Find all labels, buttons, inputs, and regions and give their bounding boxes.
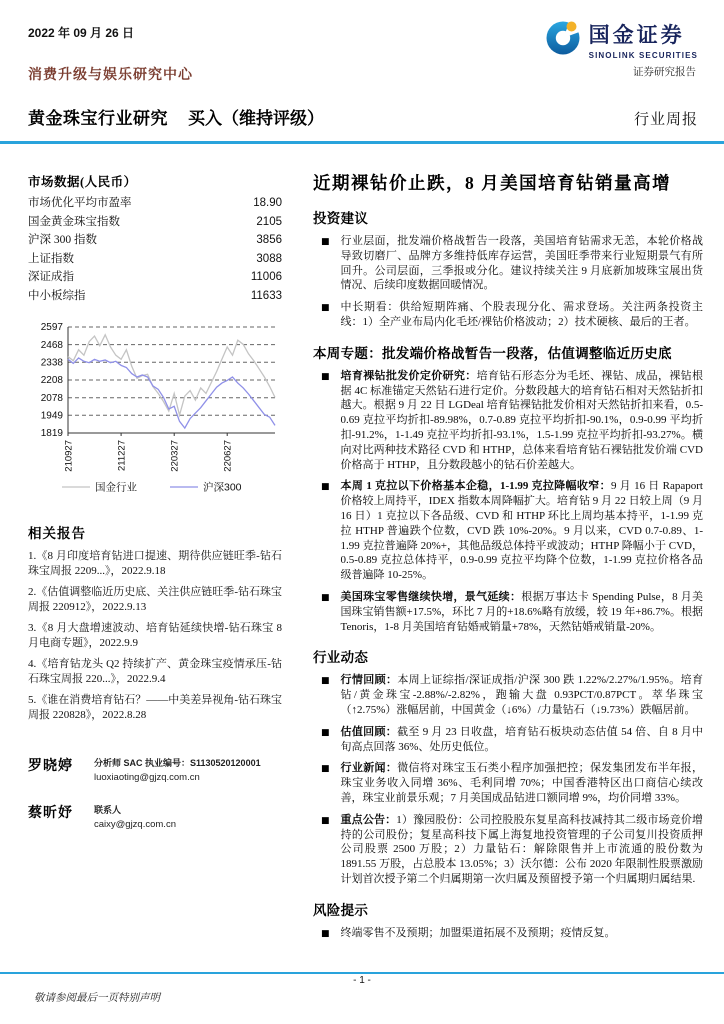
market-data-row (28, 231, 282, 250)
brand-name-en: SINOLINK SECURITIES (588, 51, 698, 60)
bullet-text: 本周 1 克拉以下价格基本企稳，1-1.99 克拉降幅收窄：9 月 16 日 Rapaport 价格较上周持平，IDEX 指数本周降幅扩大。培育钻 9 月 22 日较上周（9 月 16 日）1 克拉以下各品级、CVD 和 HTHP 环比上周均基本持平，1-1.99 克拉 HTHP 普遍跌个位数，CVD 跌 10%-20%。9 月以来，CVD 0.7-0.89、1-1.99 克拉普遍降 20%+，其他品级总体持平或波动；HTHP 降幅小于 CVD，0.5-0.89 克拉总体持平，0.9-0.99 克拉平均降个位数，1-1.99 克拉价格各品级普遍降 10-25%。 (340, 480, 703, 582)
header-divider (0, 141, 724, 144)
related-report-item: 2.《估值调整临近历史底、关注供应链旺季-钻石珠宝周报 220912》，2022.9.13 (28, 586, 282, 613)
bullet-text: 行业层面，批发端价格战暂告一段落，美国培育钻需求无恙，本轮价格战导致切磨厂、品牌方多维持低库存运营，美国旺季带来行业短期景气有所回升。公司层面，三季报或分化。建议持续关注 9 月底新加坡珠宝展出货情况、后续印度数据回暖情况。 (340, 235, 703, 292)
svg-text:1819: 1819 (40, 428, 63, 440)
sections (313, 207, 703, 940)
report-category: 行业周报 (633, 112, 698, 128)
market-data-row (28, 287, 282, 306)
market-data-row (28, 194, 282, 213)
sinolink-logo-icon (544, 18, 582, 61)
analyst-role: 分析师 SAC 执业编号：S1130520120001 (94, 758, 261, 768)
analyst-email: caixy@gjzq.com.cn (94, 818, 176, 830)
report-title-row (28, 104, 698, 129)
report-section (313, 899, 703, 941)
svg-text:220327: 220327 (169, 440, 181, 472)
section-bullet (313, 673, 703, 717)
market-data-title: 市场数据(人民币） (28, 175, 137, 189)
research-center-name: 消费升级与娱乐研究中心 (28, 68, 193, 83)
market-data-label: 国金黄金珠宝指数 (28, 215, 120, 228)
section-heading: 风险提示 (313, 902, 369, 918)
market-data-value: 11006 (250, 271, 282, 283)
market-data-row (28, 250, 282, 269)
bullet-square-icon: ■ (321, 727, 330, 738)
market-data-block (28, 172, 282, 305)
bullet-square-icon: ■ (321, 237, 330, 247)
svg-text:国金行业: 国金行业 (95, 481, 137, 494)
brand-name-cn: 国金证券 (588, 24, 685, 47)
bullet-text: 估值回顾：截至 9 月 23 日收盘，培育钻石板块动态估值 54 倍、自 8 月中旬高点回落 36%、处历史低位。 (340, 725, 704, 753)
bullet-text: 行情回顾：本周上证综指/深证成指/沪深 300 跌 1.22%/2.27%/1.95%。培育钻/黄金珠宝-2.88%/-2.82%，跑输大盘 0.93PCT/0.87PCT。萃华珠宝（↑2.75%）涨幅居前，中国黄金（↓6%）/力量钻石（↓9.73%）跌幅居前。 (340, 674, 704, 716)
bullet-square-icon: ■ (321, 928, 330, 939)
bullet-lead: 美国珠宝零售继续快增，景气延续： (340, 590, 522, 603)
footer-divider (0, 972, 724, 974)
market-data-label: 中小板综指 (28, 289, 86, 302)
svg-text:1949: 1949 (40, 410, 63, 422)
analyst-list (28, 755, 282, 832)
related-report-item: 1.《8 月印度培育钻进口提速、期待供应链旺季-钻石珠宝周报 2209...》，2022.9.18 (28, 550, 282, 577)
market-data-row (28, 268, 282, 287)
report-type-label: 证券研究报告 (633, 67, 696, 78)
market-data-value: 3856 (256, 234, 282, 246)
analyst-row (28, 802, 282, 833)
rating-label: 买入（维持评级） (188, 109, 324, 128)
analyst-role: 联系人 (94, 804, 122, 815)
market-rows (28, 194, 282, 305)
bullet-square-icon: ■ (321, 815, 330, 826)
svg-text:沪深300: 沪深300 (203, 481, 242, 494)
section-bullet (313, 369, 703, 473)
related-reports-block (28, 522, 282, 723)
section-bullet (313, 813, 703, 887)
brand-logo (544, 18, 698, 61)
bullet-square-icon: ■ (321, 764, 330, 775)
index-chart (28, 319, 282, 500)
analyst-name: 蔡昕妤 (28, 805, 73, 821)
market-data-label: 市场优化平均市盈率 (28, 197, 132, 209)
page-title: 近期裸钻价止跌，8 月美国培育钻销量高增 (313, 173, 672, 193)
bullet-lead: 重点公告： (340, 813, 397, 826)
bullet-square-icon: ■ (321, 592, 330, 603)
analyst-detail (94, 755, 261, 786)
bullet-text: 重点公告：1）豫园股份：公司控股股东复星高科技减持其二级市场竞价增持的公司股份；复星高科技下属上海复地投资管理的子公司复川投资质押公司股票 2500 万股；2）力量钻石：解除限售并上市流通的股份数为 1891.55 万股，占总股本 13.05%；3）沃尔德：公布 2020 年限制性股票激励计划首次授予第二个归属期第一次归属及预留授予第一个归属期归属结果. (340, 813, 704, 885)
bullet-square-icon: ■ (321, 676, 330, 687)
main-content (313, 170, 703, 947)
svg-text:2338: 2338 (40, 357, 63, 369)
analyst-email: luoxiaoting@gjzq.com.cn (94, 771, 200, 783)
analyst-detail (94, 802, 176, 833)
market-data-label: 深证成指 (28, 271, 74, 283)
bullet-lead: 估值回顾： (340, 725, 398, 738)
market-data-label: 上证指数 (28, 252, 74, 265)
section-heading: 投资建议 (313, 211, 369, 226)
market-data-label: 沪深 300 指数 (28, 234, 97, 246)
report-section (313, 342, 703, 635)
bullet-lead: 本周 1 克拉以下价格基本企稳，1-1.99 克拉降幅收窄： (340, 480, 611, 493)
page-number: - 1 - (353, 975, 371, 986)
market-data-value: 3088 (256, 252, 282, 265)
svg-text:2468: 2468 (40, 339, 63, 351)
bullet-text: 行业新闻：微信将对珠宝玉石类小程序加强把控；保发集团发布半年报，珠宝业务收入同增 36%、毛利同增 70%；中国香港特区出口商信心续改善，珠宝业前景乐观；7 月美国成品钻进口额同增 9%，均价同增 33%。 (340, 762, 704, 804)
analyst-row (28, 755, 282, 786)
market-data-value: 18.90 (253, 197, 282, 209)
sidebar (28, 172, 282, 848)
section-bullet (313, 479, 703, 583)
report-section (313, 646, 703, 886)
bullet-text: 美国珠宝零售继续快增，景气延续：根据万事达卡 Spending Pulse，8 月美国珠宝销售额+17.5%，环比 7 月的+18.6%略有放缓，较 19 年+86.7%。根据 Tenoris，1-8 月美国培育钻婚戒销量+78%，天然钻婚戒销量-20%。 (340, 590, 703, 633)
section-heading: 行业动态 (313, 650, 369, 666)
related-report-item: 5.《谁在消费培育钻石？——中美差异视角-钻石珠宝周报 220828》，2022.8.28 (28, 694, 282, 721)
bullet-lead: 行业新闻： (340, 762, 398, 775)
related-reports-title: 相关报告 (28, 526, 86, 541)
market-data-value: 2105 (256, 215, 282, 228)
related-report-item: 3.《8 月大盘增速波动、培育钻延续快增-钻石珠宝 8 月电商专题》，2022.9.9 (28, 622, 282, 649)
section-bullet (313, 725, 703, 755)
svg-text:2597: 2597 (40, 322, 63, 334)
industry-title: 黄金珠宝行业研究 (28, 109, 168, 128)
bullet-lead: 行情回顾： (340, 674, 398, 687)
section-bullet (313, 300, 703, 330)
bullet-text: 培育裸钻批发价定价研究：培育钻石形态分为毛坯、裸钻、成品，裸钻根据 4C 标准锚定天然钻石进行定价。分数段越大的培育钻石相对天然钻折扣越大。根据 9 月 22 日 LGDeal 培育钻裸钻批发价相对天然钻折扣来看，0.5-0.69 克拉平均折扣-89.98%，0.7-0.89 克拉平均折扣-90.1%，0.9-0.99 平均折扣-91.2%，1-1.49 克拉平均折扣-93.1%，1.5-1.99 克拉平均折扣-93.27%。横向对比两种技术路径 CVD 和 HTHP，总体来看培育钻石裸钻批发价端 CVD 价格高于 HTHP，且分数段越小的钻石价差越大。 (340, 369, 704, 471)
svg-text:210927: 210927 (63, 440, 75, 472)
index-line-chart (28, 319, 280, 495)
bullet-square-icon: ■ (321, 303, 330, 314)
svg-text:220627: 220627 (222, 440, 234, 472)
section-heading: 本周专题：批发端价格战暂告一段落，估值调整临近历史底 (313, 345, 672, 361)
section-bullet (313, 926, 703, 941)
svg-text:211227: 211227 (116, 440, 128, 471)
bullet-square-icon: ■ (321, 371, 330, 382)
related-report-item: 4.《培育钻龙头 Q2 持续扩产、黄金珠宝疫情承压-钻石珠宝周报 220...》，2022.9.4 (28, 658, 282, 685)
bullet-square-icon: ■ (321, 482, 330, 493)
bullet-lead: 培育裸钻批发价定价研究： (340, 369, 477, 382)
section-bullet (313, 234, 703, 293)
svg-text:2208: 2208 (40, 375, 63, 387)
report-date: 2022 年 09 月 26 日 (28, 26, 135, 40)
analyst-name: 罗晓婷 (28, 759, 73, 774)
section-bullet (313, 761, 703, 805)
section-bullet (313, 590, 703, 634)
report-list (28, 549, 282, 723)
bullet-text: 终端零售不及预期；加盟渠道拓展不及预期；疫情反复。 (340, 926, 616, 939)
market-data-row (28, 213, 282, 232)
svg-text:2078: 2078 (40, 392, 63, 404)
footer-disclaimer: 敬请参阅最后一页特别声明 (34, 993, 160, 1004)
report-section (313, 207, 703, 330)
market-data-value: 11633 (250, 289, 282, 302)
bullet-text: 中长期看：供给短期阵痛、个股表现分化、需求登场。关注两条投资主线：1）全产业布局内化毛坯/裸钻价格波动；2）技术硬核、最后的王者。 (340, 301, 703, 328)
